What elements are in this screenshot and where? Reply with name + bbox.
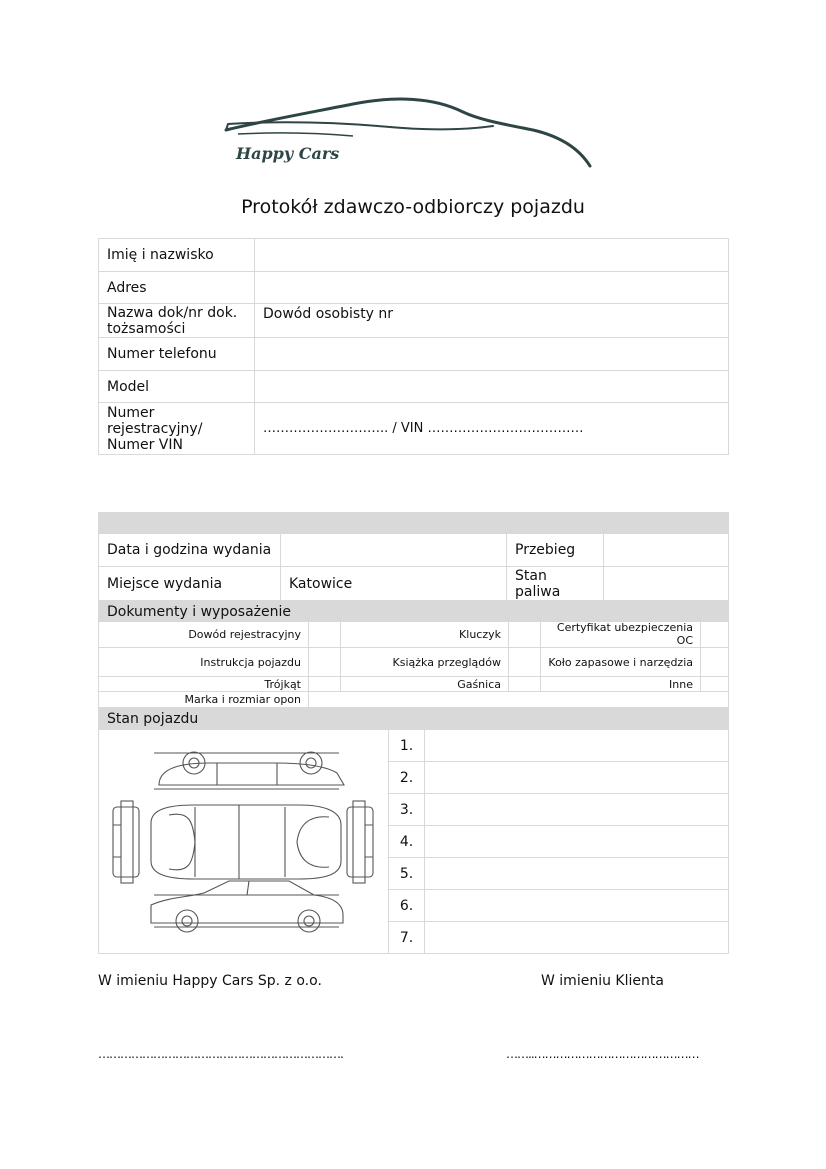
table-row xyxy=(99,371,729,403)
damage-number: 4. xyxy=(389,826,425,858)
mileage-label: Przebieg xyxy=(507,534,604,567)
logo-text: Happy Cars xyxy=(236,144,340,163)
condition-section-header xyxy=(99,708,729,730)
extinguisher-checkbox[interactable] xyxy=(509,677,541,692)
damage-field[interactable] xyxy=(425,826,729,858)
condition-title: Stan pojazdu xyxy=(99,708,729,730)
damage-number: 2. xyxy=(389,762,425,794)
page-title: Protokół zdawczo-odbiorczy pojazdu xyxy=(241,196,585,218)
documents-section-header xyxy=(99,601,729,622)
damage-field[interactable] xyxy=(425,922,729,954)
tires-label: Marka i rozmiar opon xyxy=(99,692,309,708)
company-logo xyxy=(218,94,598,174)
other-checkbox[interactable] xyxy=(701,677,729,692)
customer-info-table xyxy=(98,238,729,455)
damage-field[interactable] xyxy=(425,730,729,762)
manual-label: Instrukcja pojazdu xyxy=(99,648,309,677)
issue-info-table xyxy=(98,512,729,622)
address-field[interactable] xyxy=(255,272,729,304)
damage-field[interactable] xyxy=(425,762,729,794)
car-damage-diagram-icon[interactable] xyxy=(99,745,387,935)
triangle-checkbox[interactable] xyxy=(309,677,341,692)
car-diagram-cell xyxy=(99,730,389,954)
table-row xyxy=(99,692,729,708)
table-row xyxy=(99,272,729,304)
table-row xyxy=(99,730,729,762)
key-checkbox[interactable] xyxy=(509,621,541,648)
id-document-label: Nazwa dok/nr dok. tożsamości xyxy=(99,304,255,338)
address-label: Adres xyxy=(99,272,255,304)
registration-vin-field[interactable]: ……………………….. / VIN ……………………………… xyxy=(255,403,729,455)
extinguisher-label: Gaśnica xyxy=(341,677,509,692)
damage-number: 1. xyxy=(389,730,425,762)
documents-title: Dokumenty i wyposażenie xyxy=(99,601,729,622)
table-row xyxy=(99,534,729,567)
issue-date-label: Data i godzina wydania xyxy=(99,534,281,567)
issue-place-field[interactable]: Katowice xyxy=(281,567,507,601)
damage-number: 5. xyxy=(389,858,425,890)
damage-field[interactable] xyxy=(425,794,729,826)
other-label: Inne xyxy=(541,677,701,692)
spare-tools-label: Koło zapasowe i narzędzia xyxy=(541,648,701,677)
name-field[interactable] xyxy=(255,239,729,272)
documents-checklist-table xyxy=(98,620,729,708)
fuel-field[interactable] xyxy=(604,567,729,601)
table-row xyxy=(99,621,729,648)
damage-number: 6. xyxy=(389,890,425,922)
damage-number: 3. xyxy=(389,794,425,826)
tires-field[interactable] xyxy=(309,692,729,708)
model-field[interactable] xyxy=(255,371,729,403)
damage-number: 7. xyxy=(389,922,425,954)
company-signature-label: W imieniu Happy Cars Sp. z o.o. xyxy=(98,973,322,989)
spare-tools-checkbox[interactable] xyxy=(701,648,729,677)
damage-field[interactable] xyxy=(425,890,729,922)
registration-vin-label: Numer rejestracyjny/ Numer VIN xyxy=(99,403,255,455)
key-label: Kluczyk xyxy=(341,621,509,648)
table-row xyxy=(99,304,729,338)
vehicle-condition-table xyxy=(98,707,729,954)
manual-checkbox[interactable] xyxy=(309,648,341,677)
table-row xyxy=(99,403,729,455)
insurance-label: Certyfikat ubezpieczenia OC xyxy=(541,621,701,648)
client-signature-line[interactable]: ……..……………………………………… xyxy=(506,1047,699,1061)
reg-doc-checkbox[interactable] xyxy=(309,621,341,648)
client-signature-label: W imieniu Klienta xyxy=(541,973,664,989)
fuel-label: Stan paliwa xyxy=(507,567,604,601)
table-row xyxy=(99,648,729,677)
mileage-field[interactable] xyxy=(604,534,729,567)
insurance-checkbox[interactable] xyxy=(701,621,729,648)
triangle-label: Trójkąt xyxy=(99,677,309,692)
service-book-label: Książka przeglądów xyxy=(341,648,509,677)
issue-date-field[interactable] xyxy=(281,534,507,567)
table-row xyxy=(99,567,729,601)
damage-field[interactable] xyxy=(425,858,729,890)
phone-field[interactable] xyxy=(255,338,729,371)
id-document-field[interactable]: Dowód osobisty nr xyxy=(255,304,729,338)
company-signature-line[interactable]: …………………………………………………………. xyxy=(98,1047,343,1061)
table-row xyxy=(99,338,729,371)
name-label: Imię i nazwisko xyxy=(99,239,255,272)
service-book-checkbox[interactable] xyxy=(509,648,541,677)
phone-label: Numer telefonu xyxy=(99,338,255,371)
header-bar xyxy=(99,513,729,534)
model-label: Model xyxy=(99,371,255,403)
reg-doc-label: Dowód rejestracyjny xyxy=(99,621,309,648)
table-row xyxy=(99,677,729,692)
table-row xyxy=(99,239,729,272)
issue-place-label: Miejsce wydania xyxy=(99,567,281,601)
